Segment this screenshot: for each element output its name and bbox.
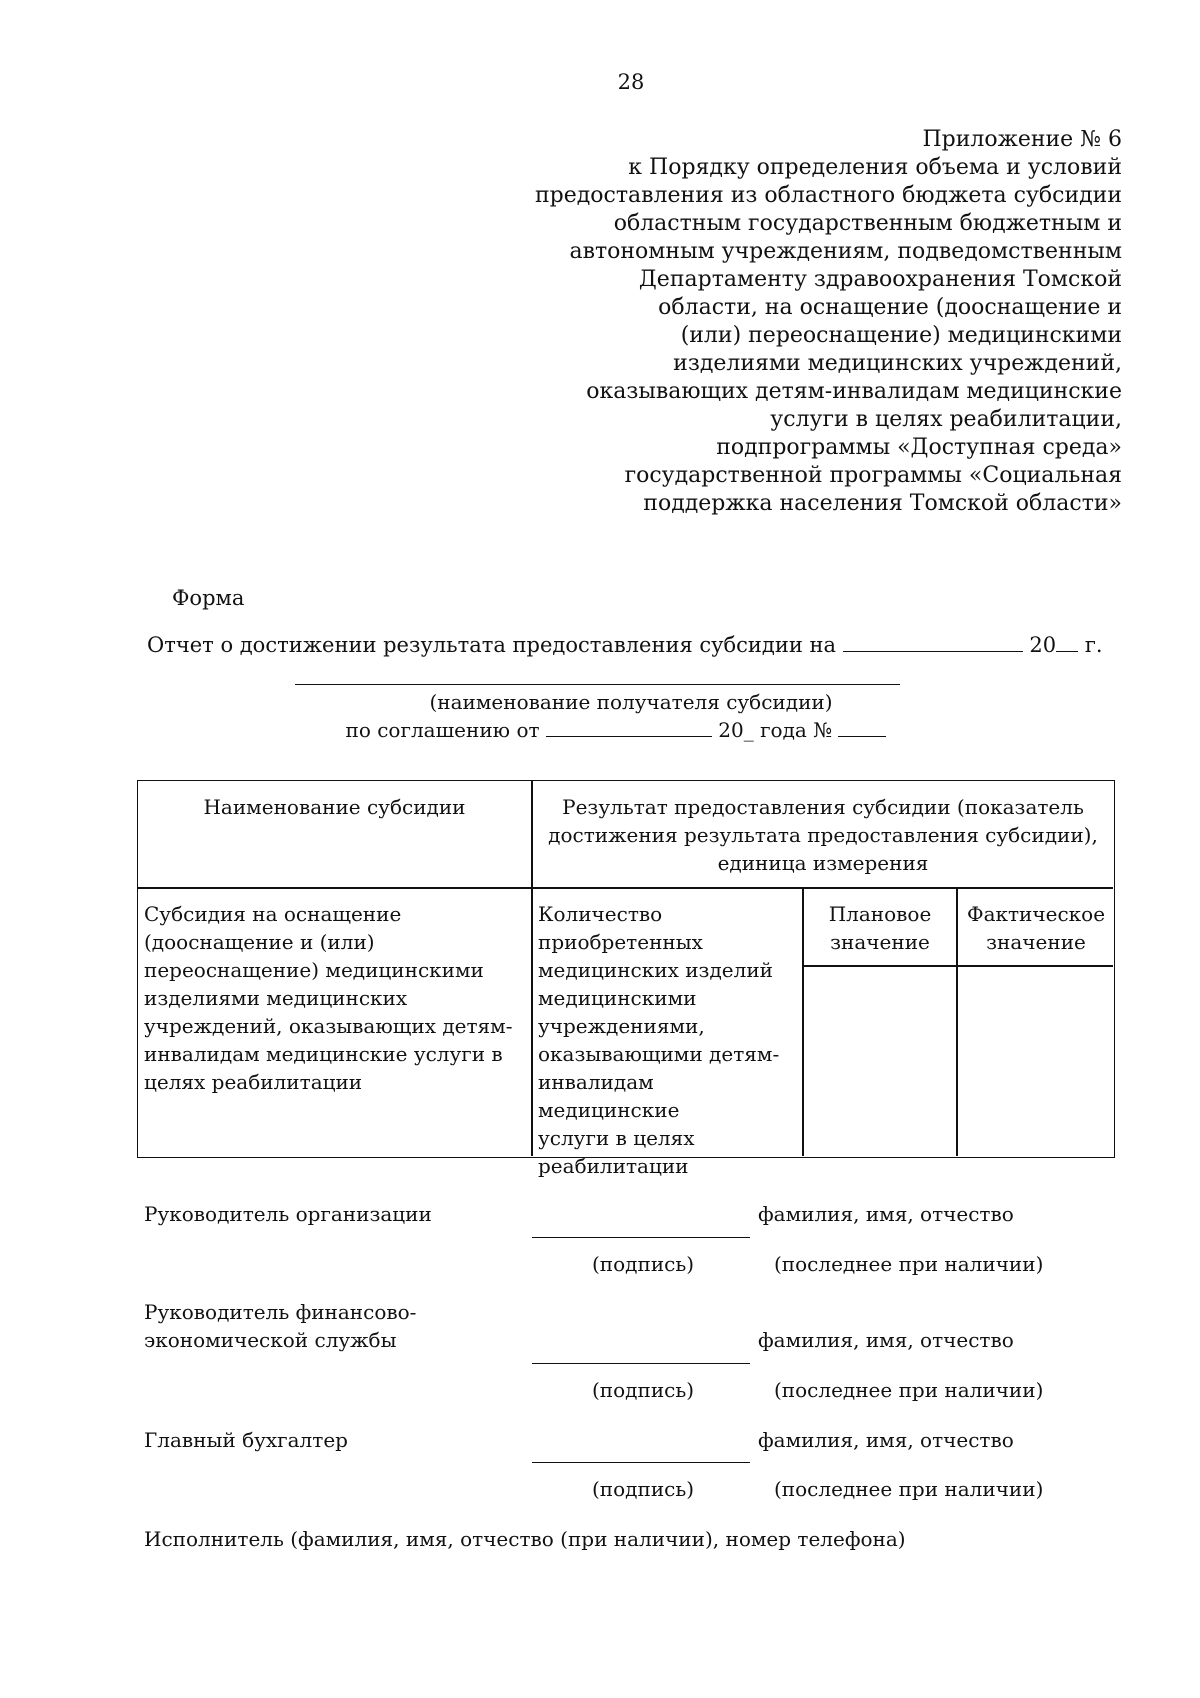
chief-accountant-name-label: фамилия, имя, отчество	[758, 1428, 1014, 1452]
indicator-line: медицинскими	[538, 986, 697, 1010]
report-year-suffix: г.	[1084, 633, 1103, 657]
head-signature-caption: (подпись)	[592, 1252, 695, 1276]
appendix-line: подпрограммы «Доступная среда»	[716, 435, 1122, 460]
indicator-line: приобретенных	[538, 930, 703, 954]
indicator-line: услуги в целях	[538, 1126, 695, 1150]
subsidy-line: Субсидия на оснащение	[144, 902, 402, 926]
subsidy-line: целях реабилитации	[144, 1070, 363, 1094]
actual-line: Фактическое	[966, 902, 1106, 926]
recipient-name-line[interactable]	[295, 684, 900, 685]
subsidy-line: (дооснащение и (или)	[144, 930, 375, 954]
actual-value-cell[interactable]	[958, 967, 1113, 1156]
header-result-line: достижения результата предоставления субсидии),	[548, 823, 1098, 847]
planned-line: значение	[830, 930, 930, 954]
finance-head-name-label: фамилия, имя, отчество	[758, 1328, 1014, 1352]
planned-value-header	[804, 900, 956, 956]
head-signature-line[interactable]	[532, 1237, 750, 1238]
subsidy-line: учреждений, оказывающих детям-	[144, 1014, 513, 1038]
appendix-line: областным государственным бюджетным и	[613, 211, 1122, 236]
indicator-line: оказывающими детям-	[538, 1042, 780, 1066]
table-divider	[138, 887, 1113, 889]
appendix-line: области, на оснащение (дооснащение и	[658, 295, 1122, 320]
chief-accountant-patronymic-caption: (последнее при наличии)	[774, 1477, 1044, 1501]
appendix-line: к Порядку определения объема и условий	[628, 155, 1122, 180]
agreement-prefix: по соглашению от	[345, 718, 540, 742]
header-result-line: Результат предоставления субсидии (показатель	[562, 795, 1084, 819]
appendix-line: государственной программы «Социальная	[624, 463, 1122, 488]
report-table	[137, 780, 1115, 1178]
subsidy-name-cell	[144, 900, 528, 1096]
executor-label: Исполнитель (фамилия, имя, отчество (при наличии), номер телефона)	[144, 1527, 906, 1551]
finance-head-signature-caption: (подпись)	[592, 1378, 695, 1402]
appendix-line: предоставления из областного бюджета субсидии	[535, 183, 1122, 208]
head-patronymic-caption: (последнее при наличии)	[774, 1252, 1044, 1276]
appendix-line: услуги в целях реабилитации,	[770, 407, 1122, 432]
agreement-number-blank[interactable]	[838, 718, 886, 737]
finance-head-patronymic-caption: (последнее при наличии)	[774, 1378, 1044, 1402]
report-date-blank[interactable]	[843, 633, 1023, 652]
report-title-text: Отчет о достижении результата предоставления субсидии на	[147, 633, 837, 657]
finance-head-line: экономической службы	[144, 1328, 397, 1352]
actual-line: значение	[986, 930, 1086, 954]
report-year: 20	[1029, 633, 1057, 657]
header-subsidy-name: Наименование субсидии	[203, 795, 466, 819]
header-result-line: единица измерения	[717, 851, 929, 875]
indicator-line: инвалидам медицинские	[538, 1070, 680, 1122]
chief-accountant-label: Главный бухгалтер	[144, 1428, 348, 1452]
page-number: 28	[617, 70, 645, 94]
head-name-label: фамилия, имя, отчество	[758, 1202, 1014, 1226]
appendix-line: поддержка населения Томской области»	[643, 491, 1122, 516]
appendix-header	[502, 126, 1122, 518]
header-result	[532, 793, 1114, 877]
appendix-line: (или) переоснащение) медицинскими	[680, 323, 1122, 348]
recipient-caption: (наименование получателя субсидии)	[429, 690, 833, 714]
report-year-blank[interactable]	[1056, 633, 1078, 652]
planned-line: Плановое	[828, 902, 932, 926]
appendix-line: изделиями медицинских учреждений,	[673, 351, 1122, 376]
planned-value-cell[interactable]	[804, 967, 956, 1156]
head-label: Руководитель организации	[144, 1202, 432, 1226]
appendix-line: Департаменту здравоохранения Томской	[638, 267, 1122, 292]
chief-accountant-signature-caption: (подпись)	[592, 1477, 695, 1501]
subsidy-line: изделиями медицинских	[144, 986, 408, 1010]
indicator-line: медицинских изделий	[538, 958, 773, 982]
finance-head-line: Руководитель финансово-	[144, 1300, 417, 1324]
indicator-line: учреждениями,	[538, 1014, 705, 1038]
subsidy-line: инвалидам медицинские услуги в	[144, 1042, 503, 1066]
indicator-line: Количество	[538, 902, 663, 926]
agreement-date-blank[interactable]	[546, 718, 712, 737]
indicator-cell	[538, 900, 800, 1180]
finance-head-signature-line[interactable]	[532, 1363, 750, 1364]
subsidy-line: переоснащение) медицинскими	[144, 958, 484, 982]
indicator-line: реабилитации	[538, 1154, 689, 1178]
finance-head-label	[144, 1298, 416, 1354]
chief-accountant-signature-line[interactable]	[532, 1462, 750, 1463]
form-label: Форма	[172, 586, 245, 610]
appendix-line: оказывающих детям-инвалидам медицинские	[586, 379, 1122, 404]
agreement-year: 20_ года №	[718, 718, 833, 742]
agreement-line	[0, 718, 1200, 742]
appendix-line: автономным учреждениям, подведомственным	[569, 239, 1122, 264]
report-title	[147, 633, 1103, 657]
actual-value-header	[958, 900, 1114, 956]
appendix-line: Приложение № 6	[922, 127, 1122, 152]
